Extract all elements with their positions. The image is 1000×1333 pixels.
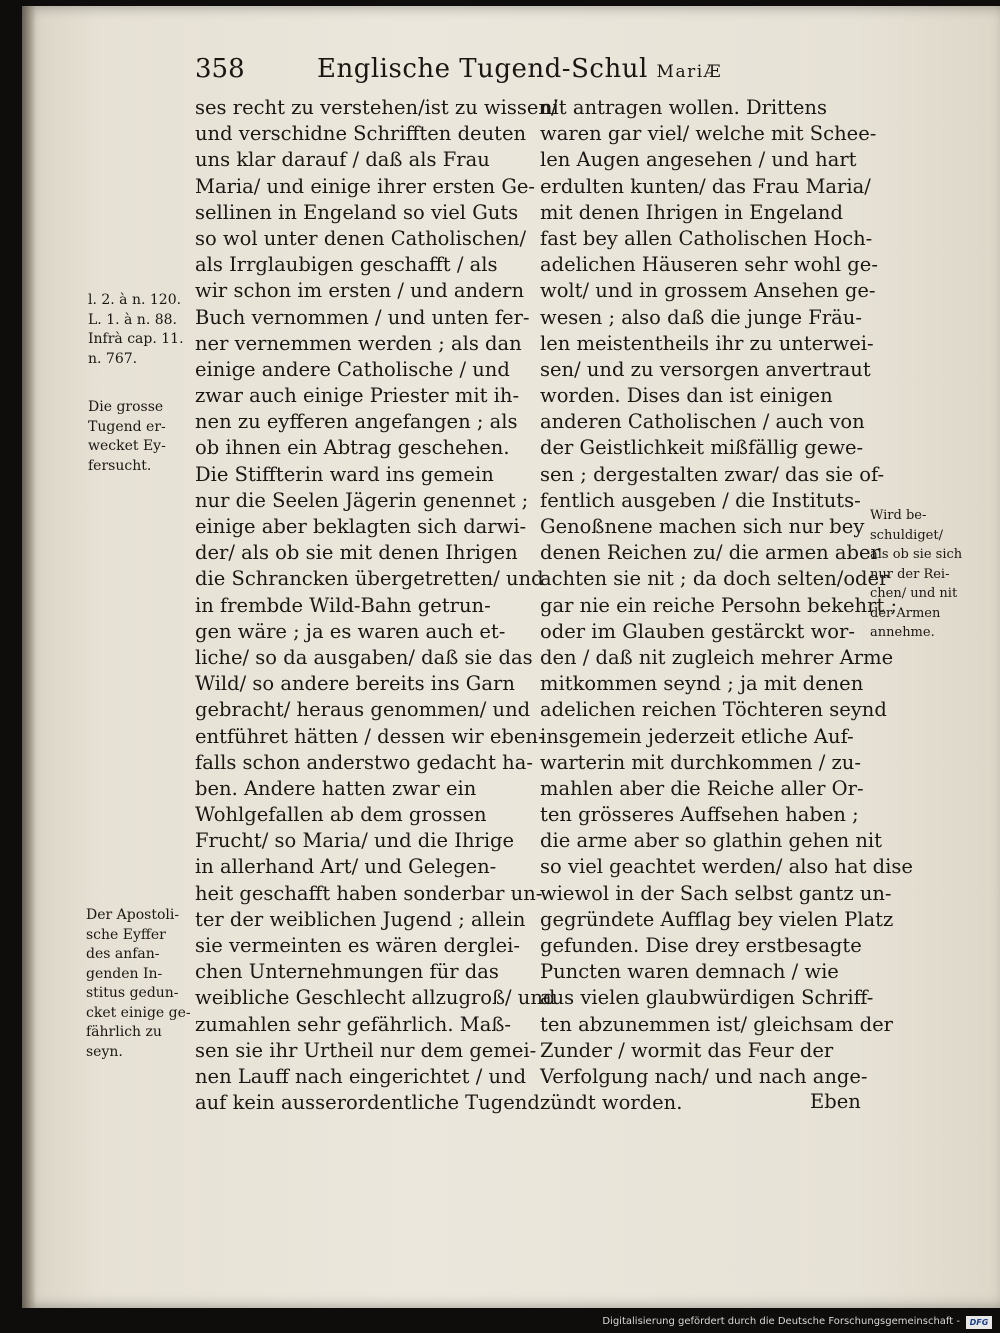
text-line: Die Stiffterin ward ins gemein: [195, 462, 494, 486]
text-line: adelichen reichen Töchteren seynd: [540, 698, 887, 722]
text-line: so viel geachtet werden/ also hat dise: [540, 855, 913, 879]
note-line: fersucht.: [88, 457, 152, 474]
note-line: annehme.: [870, 625, 935, 640]
text-line: ob ihnen ein Abtrag geschehen.: [195, 436, 510, 460]
page-header: [195, 54, 835, 90]
text-line: liche/ so da ausgaben/ daß sie das: [195, 645, 533, 669]
text-column-left: [195, 95, 558, 1116]
text-line: oder im Glauben gestärckt wor-: [540, 619, 855, 643]
note-line: chen/ und nit: [870, 586, 958, 601]
note-line: sche Eyffer: [86, 926, 166, 943]
note-line: als ob sie sich: [870, 547, 963, 562]
text-line: denen Reichen zu/ die armen aber: [540, 541, 880, 565]
note-line: des anfan-: [86, 946, 160, 962]
text-line: gebracht/ heraus genommen/ und: [195, 698, 531, 722]
note-line: fährlich zu: [86, 1024, 162, 1040]
funding-credit: Digitalisierung gefördert durch die Deutsche Forschungsgemeinschaft -: [602, 1316, 960, 1327]
text-line: insgemein jederzeit etliche Auf-: [540, 724, 854, 748]
text-line: len meistentheils ihr zu unterwei-: [540, 331, 874, 355]
running-title: Englische Tugend-Schul MariÆ: [317, 54, 723, 84]
text-line: heit geschafft haben sonderbar un-: [195, 881, 543, 905]
text-line: Wohlgefallen ab dem grossen: [195, 803, 487, 827]
text-line: sellinen in Engeland so viel Guts: [195, 200, 519, 224]
text-line: einige aber beklagten sich darwi-: [195, 515, 527, 538]
text-line: Wild/ so andere bereits ins Garn: [195, 672, 515, 696]
text-line: len Augen angesehen / und hart: [540, 148, 857, 172]
text-line: aus vielen glaubwürdigen Schriff-: [540, 986, 874, 1010]
text-line: sen ; dergestalten zwar/ das sie of-: [540, 462, 885, 486]
text-line: Zunder / wormit das Feur der: [540, 1038, 834, 1062]
text-line: anderen Catholischen / auch von: [540, 410, 865, 434]
page-gutter-shadow: [22, 6, 36, 1308]
text-line: Genoßnene machen sich nur bey: [540, 515, 865, 538]
text-line: gen wäre ; ja es waren auch et-: [195, 619, 506, 643]
note-line: n. 767.: [88, 350, 138, 367]
note-line: cket einige ge-: [86, 1004, 191, 1021]
text-line: so wol unter denen Catholischen/: [195, 226, 527, 250]
note-line: Tugend er-: [88, 418, 166, 435]
text-line: gar nie ein reiche Persohn bekehrt ;: [540, 593, 898, 617]
text-line: die Schrancken übergetretten/ und: [195, 567, 544, 591]
text-line: uns klar darauf / daß als Frau: [195, 148, 490, 172]
text-line: Frucht/ so Maria/ und die Ihrige: [195, 829, 515, 853]
text-line: fentlich ausgeben / die Instituts-: [540, 488, 861, 512]
note-line: seyn.: [86, 1043, 123, 1060]
note-line: genden In-: [86, 965, 163, 982]
text-line: mahlen aber die Reiche aller Or-: [540, 776, 864, 800]
text-line: gefunden. Dise drey erstbesagte: [540, 934, 862, 957]
text-line: entführet hätten / dessen wir eben-: [195, 724, 545, 748]
text-line: ten abzunemmen ist/ gleichsam der: [540, 1012, 893, 1036]
text-line: wolt/ und in grossem Ansehen ge-: [540, 279, 876, 303]
margin-note-apostolic: [86, 906, 191, 1062]
text-line: der Geistlichkeit mißfällig gewe-: [540, 436, 864, 460]
text-line: wir schon im ersten / und andern: [195, 279, 525, 303]
text-line: ner vernemmen werden ; als dan: [195, 331, 522, 355]
text-line: chen Unternehmungen für das: [195, 960, 499, 984]
text-line: Puncten waren demnach / wie: [540, 960, 839, 984]
text-line: ter der weiblichen Jugend ; allein: [195, 907, 526, 931]
text-line: sen/ und zu versorgen anvertraut: [540, 357, 871, 381]
text-line: Buch vernommen / und unten fer-: [195, 305, 530, 329]
text-line: ben. Andere hatten zwar ein: [195, 776, 477, 800]
note-line: wecket Ey-: [88, 438, 166, 454]
text-line: worden. Dises dan ist einigen: [540, 384, 833, 408]
text-line: zumahlen sehr gefährlich. Maß-: [195, 1012, 511, 1036]
text-line: sen sie ihr Urtheil nur dem gemei-: [195, 1038, 537, 1062]
page-number: 358: [195, 54, 245, 84]
text-line: sie vermeinten es wären derglei-: [195, 934, 520, 957]
note-line: L. 1. à n. 88.: [88, 311, 177, 328]
text-line: erdulten kunten/ das Frau Maria/: [540, 174, 871, 198]
note-line: Infrà cap. 11.: [88, 331, 184, 347]
text-line: wesen ; also daß die junge Fräu-: [540, 305, 862, 329]
margin-note-references: [88, 291, 184, 369]
text-line: achten sie nit ; da doch selten/oder: [540, 567, 889, 591]
text-line: zündt worden.: [540, 1091, 683, 1115]
text-line: die arme aber so glathin gehen nit: [540, 829, 882, 853]
text-line: nen zu eyfferen angefangen ; als: [195, 410, 518, 434]
note-line: Der Apostoli-: [86, 907, 180, 923]
text-line: fast bey allen Catholischen Hoch-: [540, 226, 873, 250]
text-line: nit antragen wollen. Drittens: [540, 96, 827, 119]
text-line: als Irrglaubigen geschafft / als: [195, 253, 498, 277]
note-line: nur der Rei-: [870, 566, 950, 582]
note-line: schuldiget/: [870, 527, 943, 543]
text-line: nur die Seelen Jägerin genennet ;: [195, 488, 529, 512]
text-line: mitkommen seynd ; ja mit denen: [540, 672, 864, 696]
text-line: mit denen Ihrigen in Engeland: [540, 200, 843, 224]
text-line: ses recht zu verstehen/ist zu wissen/: [195, 96, 558, 119]
text-line: ten grösseres Auffsehen haben ;: [540, 803, 859, 827]
note-line: l. 2. à n. 120.: [88, 292, 182, 308]
text-line: in allerhand Art/ und Gelegen-: [195, 855, 497, 879]
text-line: in frembde Wild-Bahn getrun-: [195, 593, 491, 617]
text-line: wiewol in der Sach selbst gantz un-: [540, 881, 892, 905]
text-line: warterin mit durchkommen / zu-: [540, 750, 861, 774]
text-line: auf kein ausserordentliche Tugend: [195, 1091, 540, 1115]
margin-note-jealousy: [88, 398, 166, 476]
note-line: stitus gedun-: [86, 985, 179, 1001]
text-line: der/ als ob sie mit denen Ihrigen: [195, 541, 518, 565]
margin-note-accused: [870, 506, 962, 643]
text-line: adelichen Häuseren sehr wohl ge-: [540, 253, 878, 277]
text-line: Maria/ und einige ihrer ersten Ge-: [195, 174, 536, 198]
text-line: den / daß nit zugleich mehrer Arme: [540, 645, 894, 669]
text-line: Verfolgung nach/ und nach ange-: [540, 1064, 868, 1088]
note-line: Die grosse: [88, 399, 164, 415]
text-line: zwar auch einige Priester mit ih-: [195, 384, 520, 408]
text-line: falls schon anderstwo gedacht ha-: [195, 750, 533, 774]
note-line: der Armen: [870, 605, 941, 621]
digitization-footer: [0, 1313, 1000, 1333]
text-line: einige andere Catholische / und: [195, 357, 510, 381]
text-line: weibliche Geschlecht allzugroß/ und: [195, 986, 556, 1010]
catchword: Eben: [810, 1090, 861, 1113]
text-line: gegründete Aufflag bey vielen Platz: [540, 907, 894, 931]
text-line: und verschidne Schrifften deuten: [195, 122, 527, 146]
note-line: Wird be-: [870, 508, 927, 523]
text-line: nen Lauff nach eingerichtet / und: [195, 1064, 527, 1088]
text-line: waren gar viel/ welche mit Schee-: [540, 122, 877, 146]
dfg-logo-icon: DFG: [966, 1316, 992, 1329]
